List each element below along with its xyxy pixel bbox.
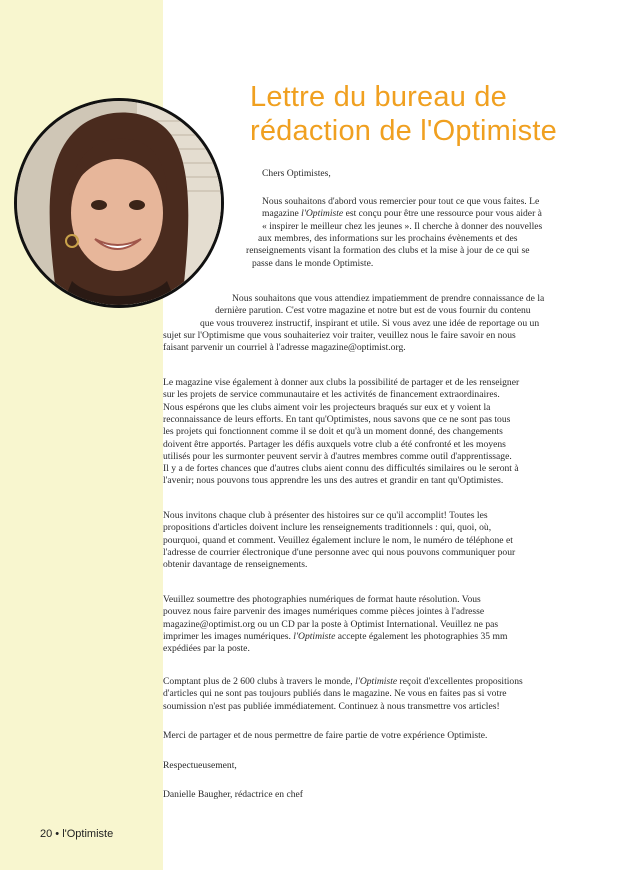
text-line: pourquoi, quand et comment. Veuillez également inclure le nom, le numéro de téléphone et: [163, 534, 513, 546]
text-line: soumission n'est pas publiée immédiatement. Continuez à nous transmettre vos articles!: [163, 700, 500, 712]
paragraph-7: Merci de partager et de nous permettre de faire partie de votre expérience Optimiste.: [163, 730, 488, 741]
text-line: imprimer les images numériques. l'Optimiste accepte également les photographies 35 mm: [163, 630, 508, 642]
text-line: passe dans le monde Optimiste.: [252, 257, 374, 269]
text-line: sujet sur l'Optimisme que vous souhaiteriez voir traiter, veuillez nous le faire savoir en nous: [163, 329, 516, 341]
text-line: Il y a de fortes chances que d'autres clubs aient connu des difficultés similaires ou le seront à: [163, 463, 519, 475]
magazine-name: l'Optimiste: [301, 208, 344, 220]
portrait-illustration: [17, 101, 221, 305]
text-line: doivent être apportés. Partager les défis auxquels votre club a été confronté et les moyens: [163, 438, 506, 450]
magazine-name: l'Optimiste: [293, 630, 336, 642]
article-title: [250, 80, 630, 148]
title-line-2: rédaction de l'Optimiste: [250, 115, 557, 147]
text-line: l'adresse de courrier électronique d'une personne avec qui nous pouvons communiquer pour: [163, 546, 516, 558]
text-line: renseignements visant la formation des clubs et la mise à jour de ce qui se: [246, 245, 530, 257]
text-line: faisant parvenir un courriel à l'adresse magazine@optimist.org.: [163, 342, 406, 354]
text-line: dernière parution. C'est votre magazine et notre but est de vous fournir du contenu: [215, 305, 531, 317]
text-line: reconnaissance de leurs efforts. En tant qu'Optimistes, nous savons que ce ne sont pas tous: [163, 413, 511, 425]
text-line: Nous invitons chaque club à présenter des histoires sur ce qu'il accomplit! Toutes les: [163, 510, 488, 521]
signature: Danielle Baugher, rédactrice en chef: [163, 789, 303, 800]
text-line: l'avenir; nous pouvons tous apprendre les uns des autres et grandir en tant qu'Optimistes.: [163, 475, 504, 487]
page-footer: 20 • l'Optimiste: [40, 828, 114, 840]
text-line: sur les projets de service communautaire et les activités de financement extraordinaires.: [163, 389, 500, 401]
text-line: Nous souhaitons que vous attendiez impatiemment de prendre connaissance de la: [232, 293, 545, 304]
text-line: expédiées par la poste.: [163, 643, 250, 655]
text-line: Veuillez soumettre des photographies numériques de format haute résolution. Vous: [163, 594, 481, 605]
editor-portrait-photo: [14, 98, 224, 308]
text-line: Nous espérons que les clubs aiment voir les projecteurs braqués sur eux et y voient la: [163, 401, 491, 413]
salutation: Chers Optimistes,: [262, 168, 331, 179]
text-line: magazine@optimist.org ou un CD par la poste à Optimist International. Veuillez ne pas: [163, 618, 499, 630]
text-line: aux membres, des informations sur les prochains évènements et des: [258, 232, 518, 244]
text-line: d'articles qui ne sont pas toujours publiés dans le magazine. Ne vous en faites pas si votre: [163, 688, 507, 700]
magazine-name: l'Optimiste: [355, 676, 398, 687]
title-line-1: Lettre du bureau de: [250, 81, 507, 113]
text-line: Nous souhaitons d'abord vous remercier pour tout ce que vous faites. Le: [262, 196, 540, 207]
text-line: Le magazine vise également à donner aux clubs la possibilité de partager et de les renseigner: [163, 377, 520, 388]
text-line: magazine l'Optimiste est conçu pour être une ressource pour vous aider à: [262, 208, 542, 220]
text-line: les projets qui fonctionnent comme il se doit et qu'à un moment donné, des changements: [163, 426, 503, 438]
text-line: Comptant plus de 2 600 clubs à travers le monde, l'Optimiste reçoit d'excellentes propositions: [163, 676, 523, 687]
text-line: « inspirer le meilleur chez les jeunes ». Il cherche à donner des nouvelles: [262, 220, 543, 232]
text-line: utilisés pour les surmonter peuvent servir à d'autres membres comme outil d'apprentissage.: [163, 450, 512, 462]
text-line: que vous trouverez instructif, inspirant et utile. Si vous avez une idée de reportage ou un: [200, 317, 540, 329]
text-line: obtenir davantage de renseignements.: [163, 559, 308, 571]
text-line: propositions d'articles doivent inclure les renseignements traditionnels : qui, quoi, où,: [163, 522, 492, 534]
text-line: pouvez nous faire parvenir des images numériques comme pièces jointes à l'adresse: [163, 606, 485, 618]
closing: Respectueusement,: [163, 760, 237, 771]
